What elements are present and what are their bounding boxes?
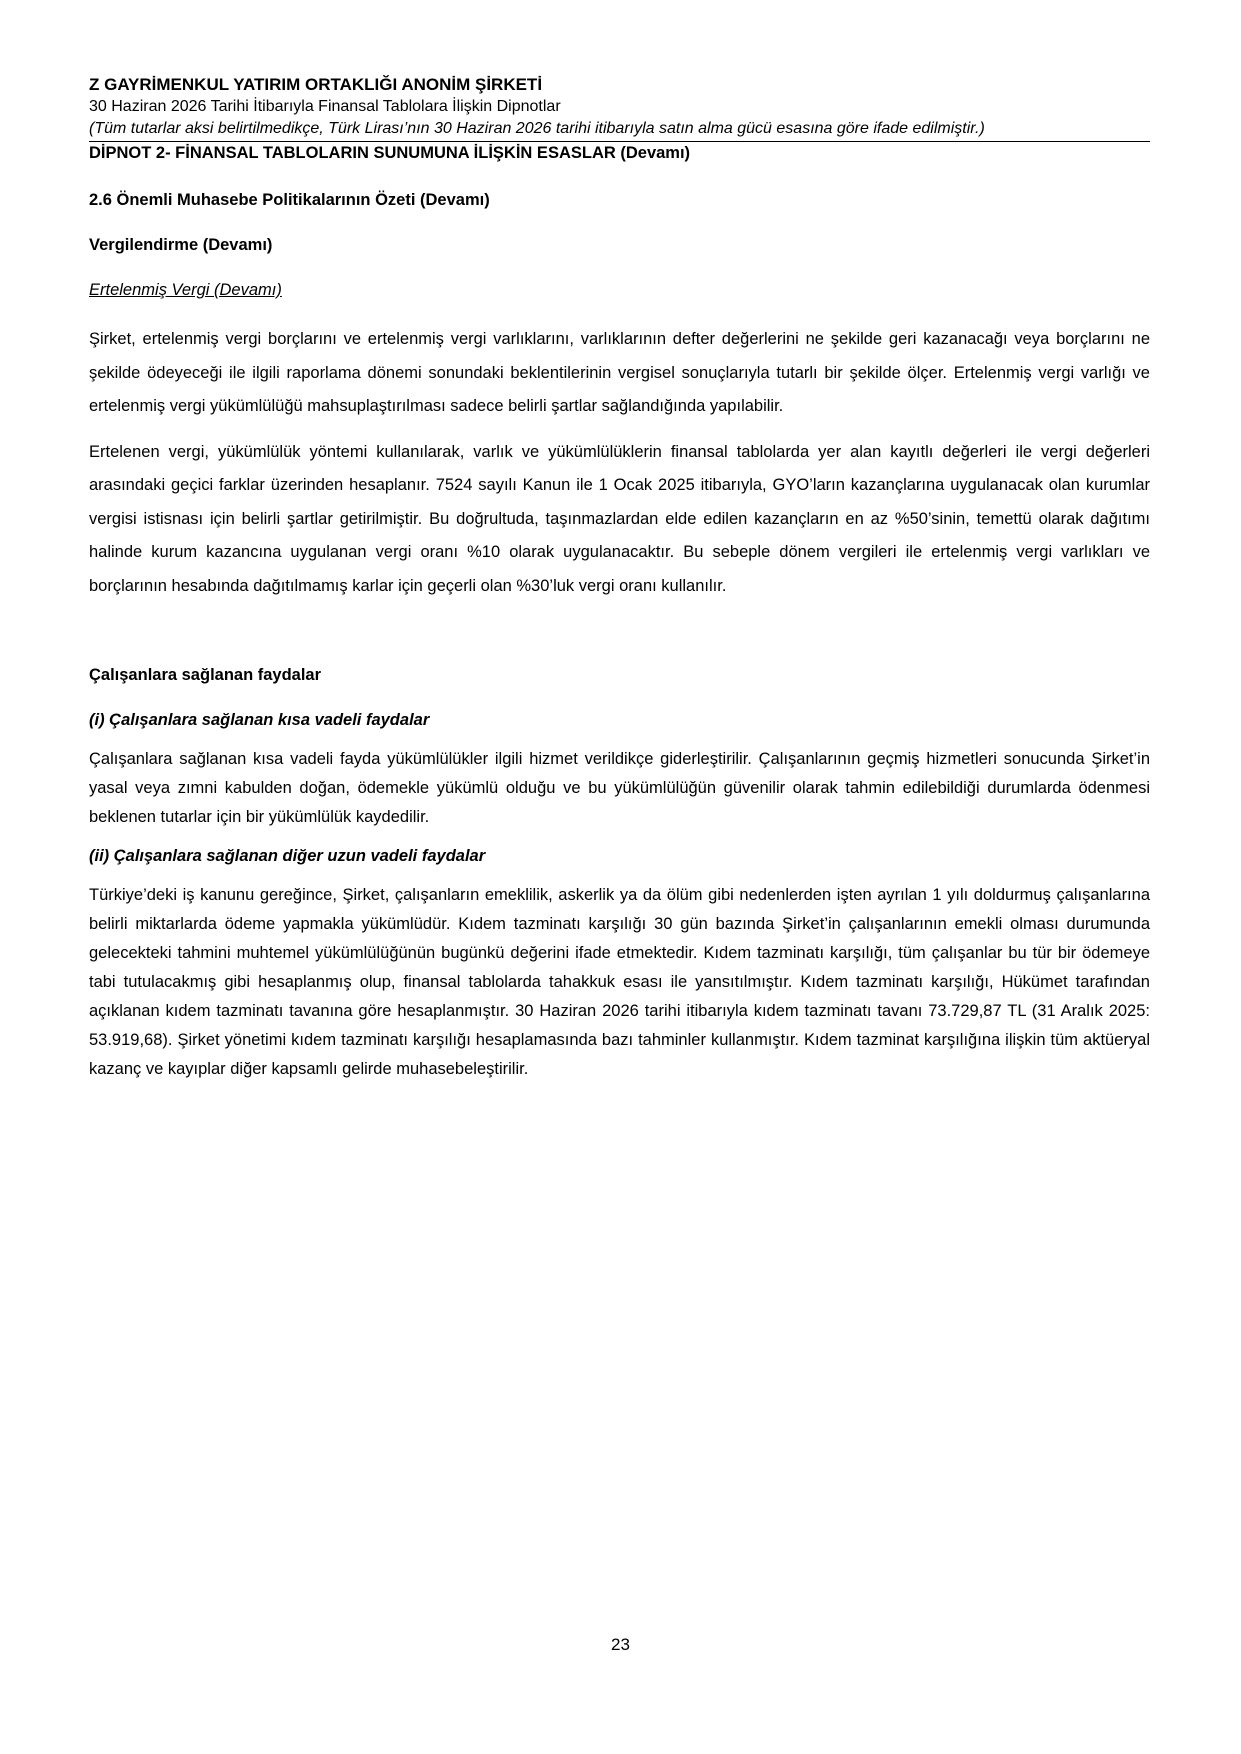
short-term-benefits-paragraph: Çalışanlara sağlanan kısa vadeli fayda yükümlülükler ilgili hizmet verildikçe giderleştirilir. Çalışanlarının geçmiş hizmetleri sonucunda Şirket’in yasal veya zımni kabulden doğan, ödemekle yükümlü olduğu ve bu yükümlülüğün güvenilir olarak tahmin edilebildiği durumlarda ödenmesi beklenen tutarlar için bir yükümlülük kaydedilir. — [89, 750, 1150, 826]
deferred-tax-title: Ertelenmiş Vergi (Devamı) — [89, 281, 282, 299]
long-term-benefits-title: (ii) Çalışanlara sağlanan diğer uzun vadeli faydalar — [89, 847, 486, 865]
document-page — [89, 74, 1150, 1084]
note-heading: DİPNOT 2- FİNANSAL TABLOLARIN SUNUMUNA İLİŞKİN ESASLAR (Devamı) — [89, 144, 691, 162]
deferred-tax-paragraph-2: Ertelenen vergi, yükümlülük yöntemi kullanılarak, varlık ve yükümlülüklerin finansal tablolarda yer alan kayıtlı değerleri ile vergi değerleri arasındaki geçici farklar üzerinden hesaplanır. 7524 sayılı Kanun ile 1 Ocak 2025 itibarıyla, GYO’ların kazançlarına uygulanacak olan kurumlar vergisi istisnası için belirli şartlar getirilmiştir. Bu doğrultuda, taşınmazlardan elde edilen kazançların en az %50’sinin, temettü olarak dağıtımı halinde kurum kazancına uygulanan vergi oranı %10 olarak uygulanacaktır. Bu sebeple dönem vergileri ile ertelenmiş vergi varlıkları ve borçlarının hesabında dağıtılmamış karlar için geçerli olan %30’luk vergi oranı kullanılır. — [89, 442, 1150, 595]
section-title: 2.6 Önemli Muhasebe Politikalarının Özeti (Devamı) — [89, 191, 490, 209]
page-number: 23 — [611, 1635, 630, 1654]
currency-note: (Tüm tutarlar aksi belirtilmedikçe, Türk Lirası’nın 30 Haziran 2026 tarihi itibarıyla satın alma gücü esasına göre ifade edilmiştir.) — [89, 120, 985, 137]
short-term-benefits-title: (i) Çalışanlara sağlanan kısa vadeli faydalar — [89, 711, 430, 729]
company-name: Z GAYRİMENKUL YATIRIM ORTAKLIĞI ANONİM ŞİRKETİ — [89, 75, 543, 94]
long-term-benefits-paragraph: Türkiye’deki iş kanunu gereğince, Şirket, çalışanların emeklilik, askerlik ya da ölüm gibi nedenlerden işten ayrılan 1 yılı doldurmuş çalışanlarına belirli miktarlarda ödeme yapmakla yükümlüdür. Kıdem tazminatı karşılığı 30 gün bazında Şirket’in çalışanlarının emekli olması durumunda gelecekteki tahmini muhtemel yükümlülüğünün bugünkü değerini ifade etmektedir. Kıdem tazminatı karşılığı, tüm çalışanlar bu tür bir ödemeye tabi tutulacakmış gibi hesaplanmış olup, finansal tablolarda tahakkuk esası ile yansıtılmıştır. Kıdem tazminatı karşılığı, Hükümet tarafından açıklanan kıdem tazminatı tavanına göre hesaplanmıştır. 30 Haziran 2026 tarihi itibarıyla kıdem tazminatı tavanı 73.729,87 TL (31 Aralık 2025: 53.919,68). Şirket yönetimi kıdem tazminatı karşılığı hesaplamasında bazı tahminler kullanmıştır. Kıdem tazminat karşılığına ilişkin tüm aktüeryal kazanç ve kayıplar diğer kapsamlı gelirde muhasebeleştirilir. — [89, 886, 1150, 1078]
taxation-title: Vergilendirme (Devamı) — [89, 236, 273, 254]
deferred-tax-paragraph-1: Şirket, ertelenmiş vergi borçlarını ve ertelenmiş vergi varlıklarını, varlıklarının defter değerlerini ne şekilde geri kazanacağı veya borçlarını ne şekilde ödeyeceği ile ilgili raporlama dönemi sonundaki beklentilerinin vergisel sonuçlarıyla tutarlı bir şekilde ölçer. Ertelenmiş vergi varlığı ve ertelenmiş vergi yükümlülüğü mahsuplaştırılması sadece belirli şartlar sağlandığında yapılabilir. — [89, 330, 1150, 415]
employee-benefits-title: Çalışanlara sağlanan faydalar — [89, 666, 322, 684]
report-subtitle: 30 Haziran 2026 Tarihi İtibarıyla Finansal Tablolara İlişkin Dipnotlar — [89, 98, 561, 115]
